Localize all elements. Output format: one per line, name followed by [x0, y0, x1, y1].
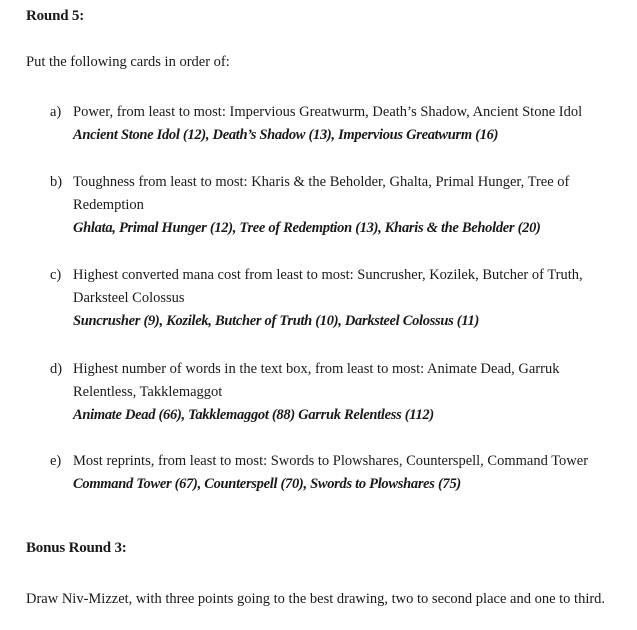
item-marker: e) — [50, 453, 62, 469]
question-text: Most reprints, from least to most: Swords to Plowshares, Counterspell, Command Tower — [73, 453, 589, 469]
answer-text: Animate Dead (66), Takklemaggot (88) Garruk Relentless (112) — [73, 407, 434, 423]
question-item-e — [50, 450, 620, 496]
answer-text: Ancient Stone Idol (12), Death’s Shadow (13), Impervious Greatwurm (16) — [73, 127, 499, 143]
item-marker: d) — [50, 361, 63, 377]
question-item-c — [50, 264, 620, 333]
item-marker: a) — [50, 104, 62, 120]
item-marker: c) — [50, 267, 62, 283]
round-title: Round 5: — [26, 8, 85, 24]
question-text: Toughness from least to most: Kharis & the Beholder, Ghalta, Primal Hunger, Tree of Redemption — [73, 174, 570, 213]
item-marker: b) — [50, 174, 63, 190]
bonus-text: Draw Niv-Mizzet, with three points going to the best drawing, two to second place and one to third. — [26, 591, 606, 607]
question-text: Power, from least to most: Impervious Greatwurm, Death’s Shadow, Ancient Stone Idol — [73, 104, 583, 120]
round-intro: Put the following cards in order of: — [26, 54, 230, 70]
question-item-b — [50, 171, 620, 240]
question-item-d — [50, 358, 620, 427]
bonus-title: Bonus Round 3: — [26, 540, 127, 556]
question-item-a — [50, 101, 620, 147]
answer-text: Command Tower (67), Counterspell (70), Swords to Plowshares (75) — [73, 476, 461, 492]
question-text: Highest number of words in the text box, from least to most: Animate Dead, Garruk Relentless, Takklemaggot — [73, 361, 560, 400]
question-text: Highest converted mana cost from least to most: Suncrusher, Kozilek, Butcher of Truth, Darksteel Colossus — [73, 267, 583, 306]
answer-text: Ghlata, Primal Hunger (12), Tree of Redemption (13), Kharis & the Beholder (20) — [73, 220, 541, 236]
answer-text: Suncrusher (9), Kozilek, Butcher of Truth (10), Darksteel Colossus (11) — [73, 313, 479, 329]
